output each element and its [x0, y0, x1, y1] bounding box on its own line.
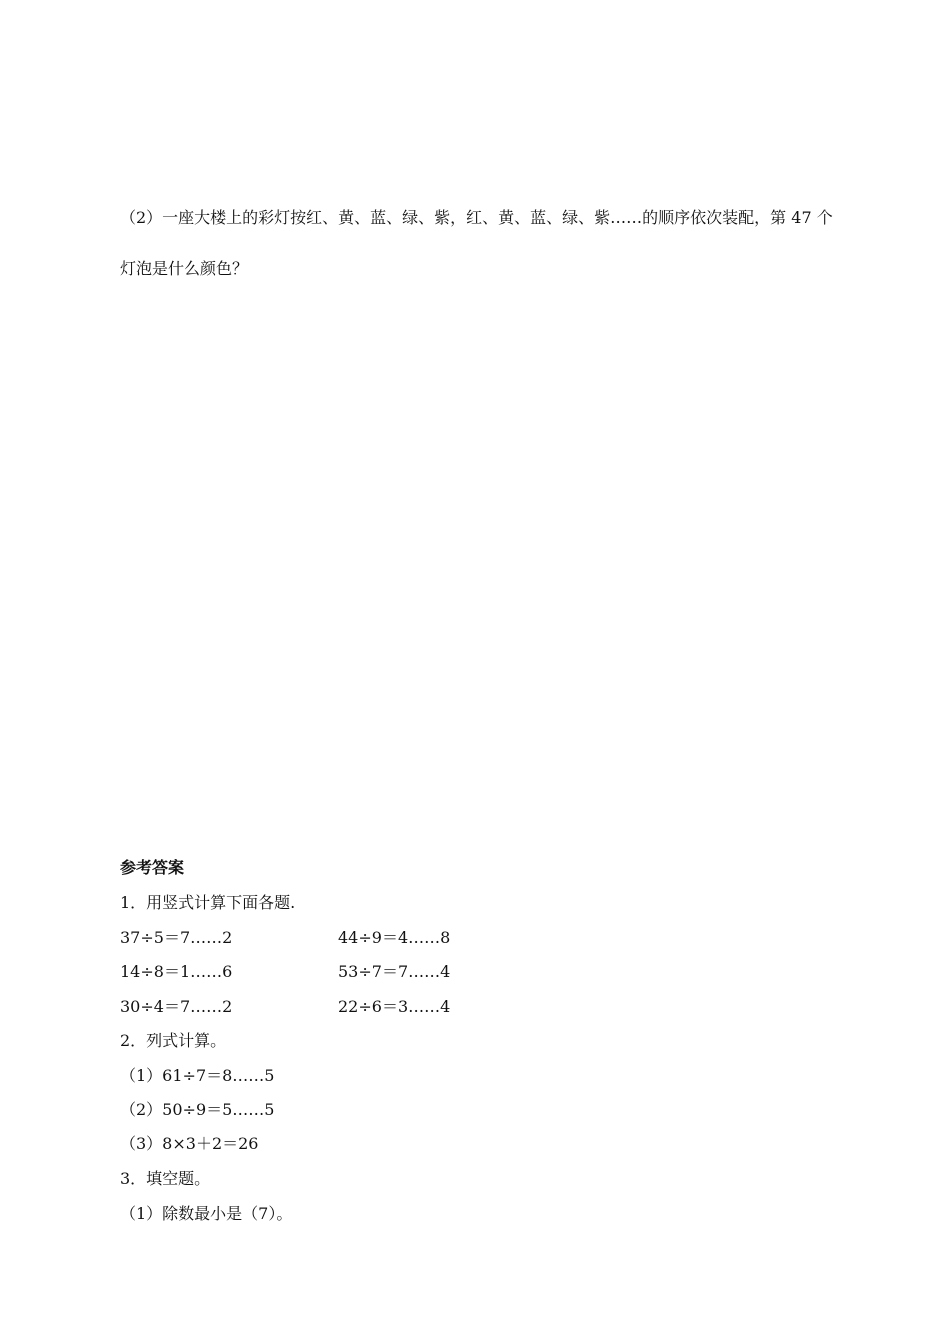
section-3-item-1: （1）除数最小是（7）。 [120, 1204, 293, 1223]
section-2-title: 2．列式计算。 [120, 1031, 227, 1050]
section-1-row-2-left: 14÷8＝1……6 [120, 962, 233, 981]
question-line-1: （2）一座大楼上的彩灯按红、黄、蓝、绿、紫，红、黄、蓝、绿、紫……的顺序依次装配，第 47 个 [120, 208, 833, 227]
section-1-row-1-right: 44÷9＝4……8 [338, 928, 451, 947]
section-1-row-1-left: 37÷5＝7……2 [120, 928, 233, 947]
section-2-item-1: （1）61÷7＝8……5 [120, 1066, 275, 1085]
section-1-title: 1．用竖式计算下面各题. [120, 893, 296, 912]
section-3-title: 3．填空题。 [120, 1169, 211, 1188]
section-2-item-2: （2）50÷9＝5……5 [120, 1100, 275, 1119]
section-1-row-3-right: 22÷6＝3……4 [338, 997, 451, 1016]
section-2-item-3: （3）8×3＋2＝26 [120, 1134, 259, 1153]
section-1-row-3-left: 30÷4＝7……2 [120, 997, 233, 1016]
question-line-2: 灯泡是什么颜色？ [120, 259, 249, 278]
section-1-row-2-right: 53÷7＝7……4 [338, 962, 451, 981]
answers-heading: 参考答案 [120, 858, 185, 877]
